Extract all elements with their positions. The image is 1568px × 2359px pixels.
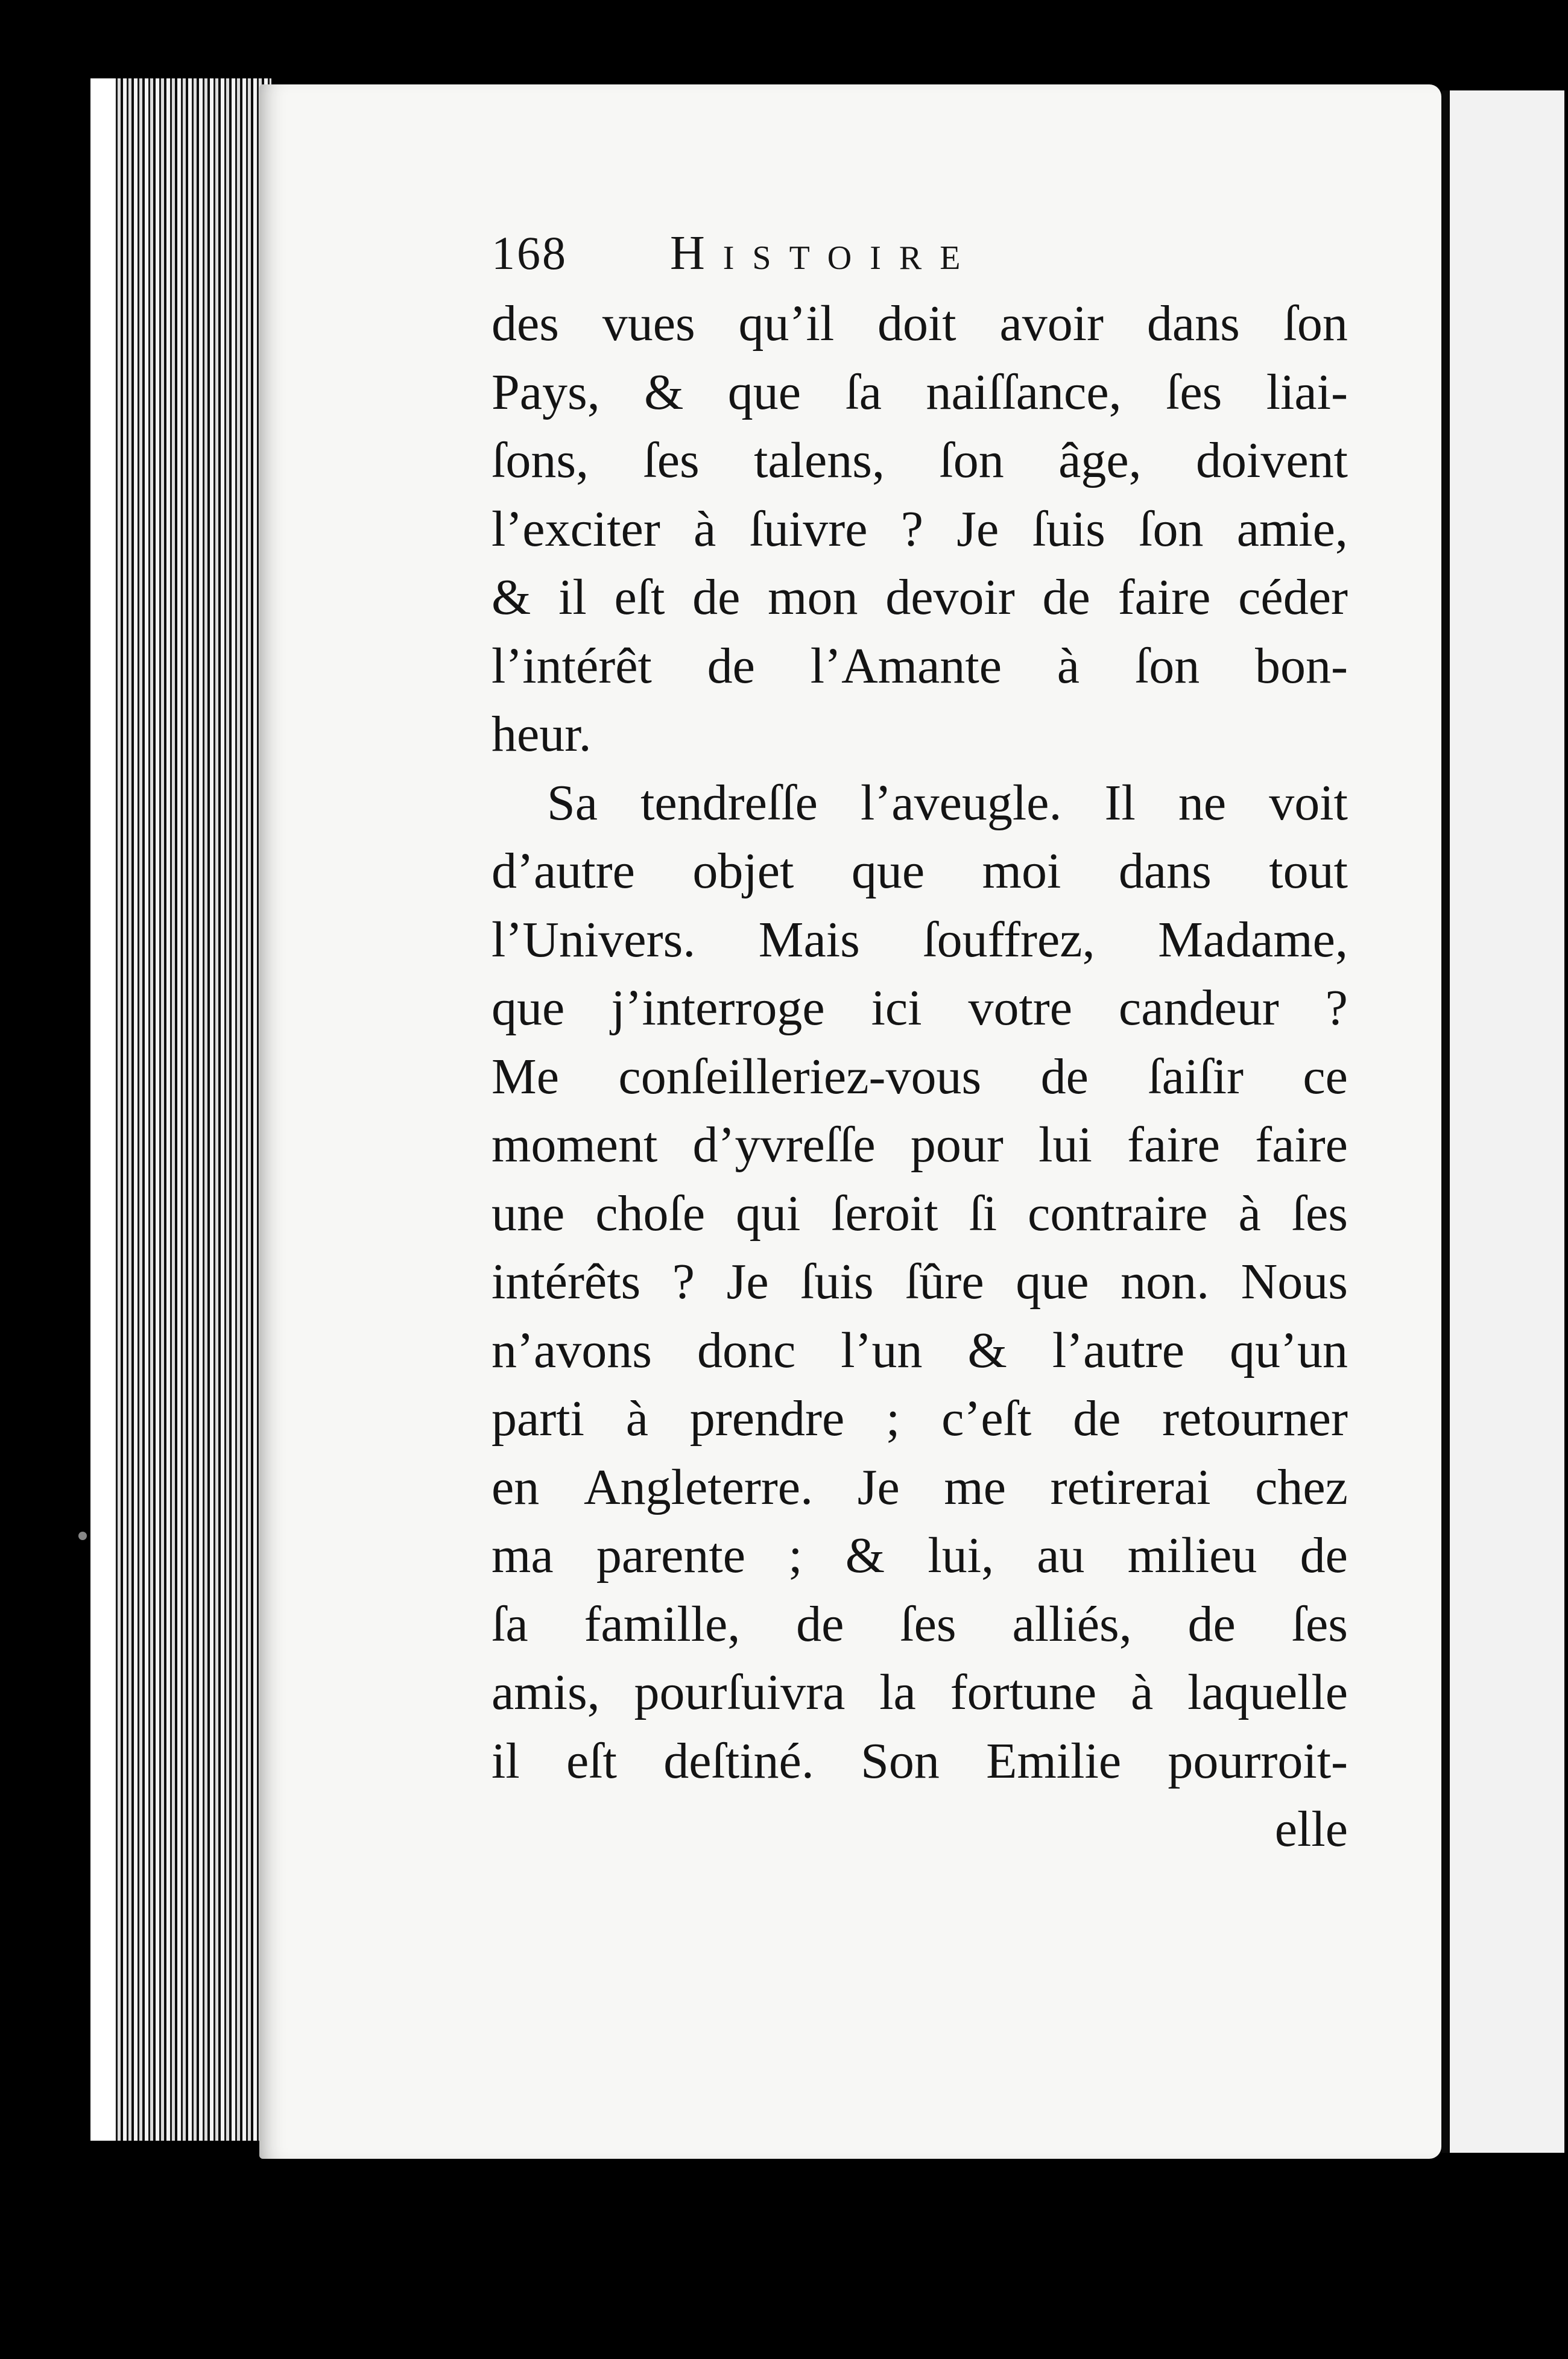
paragraph: [492, 289, 1348, 769]
text-line: il eſt deſtiné. Son Emilie pourroit-: [492, 1732, 1348, 1789]
text-line: que j’interroge ici votre candeur ?: [492, 980, 1348, 1036]
text-line: n’avons donc l’un & l’autre qu’un: [492, 1322, 1348, 1378]
text-line: l’exciter à ſuivre ? Je ſuis ſon amie,: [492, 501, 1348, 557]
catchword: elle: [1274, 1801, 1348, 1857]
scan-dust-mark: [78, 1532, 87, 1540]
text-line: heur.: [492, 706, 592, 762]
text-line: l’Univers. Mais ſouffrez, Madame,: [492, 911, 1348, 968]
text-line: Sa tendreſſe l’aveugle. Il ne voit: [547, 774, 1348, 831]
text-line: parti à prendre ; c’eſt de retourner: [492, 1391, 1348, 1447]
paragraph: [492, 769, 1348, 1796]
page-number: 168: [492, 227, 567, 279]
text-line: des vues qu’il doit avoir dans ſon: [492, 295, 1348, 352]
text-line: amis, pourſuivra la fortune à laquelle: [492, 1664, 1348, 1720]
text-line: & il eſt de mon devoir de faire céder: [492, 569, 1348, 625]
text-line: d’autre objet que moi dans tout: [492, 843, 1348, 899]
text-line: en Angleterre. Je me retirerai chez: [492, 1459, 1348, 1515]
text-line: ſons, ſes talens, ſon âge, doivent: [492, 432, 1348, 488]
text-line: l’intérêt de l’Amante à ſon bon-: [492, 637, 1348, 694]
text-line: une choſe qui ſeroit ſi contraire à ſes: [492, 1185, 1348, 1242]
running-head: [492, 226, 1348, 286]
text-line: Pays, & que ſa naiſſance, ſes liai-: [492, 364, 1348, 420]
catchword-line: [492, 1795, 1348, 1864]
text-line: ſa famille, de ſes alliés, de ſes: [492, 1596, 1348, 1652]
text-line: Me conſeilleriez-vous de ſaiſir ce: [492, 1048, 1348, 1105]
page-edges: [90, 78, 271, 2141]
body-text: [492, 289, 1348, 1864]
page-edge-highlight: [90, 78, 115, 2141]
facing-page-edge: [1441, 90, 1564, 2153]
text-line: ma parente ; & lui, au milieu de: [492, 1527, 1348, 1584]
running-title: Histoire: [670, 227, 979, 280]
text-line: moment d’yvreſſe pour lui faire faire: [492, 1117, 1348, 1173]
text-line: intérêts ? Je ſuis ſûre que non. Nous: [492, 1254, 1348, 1310]
